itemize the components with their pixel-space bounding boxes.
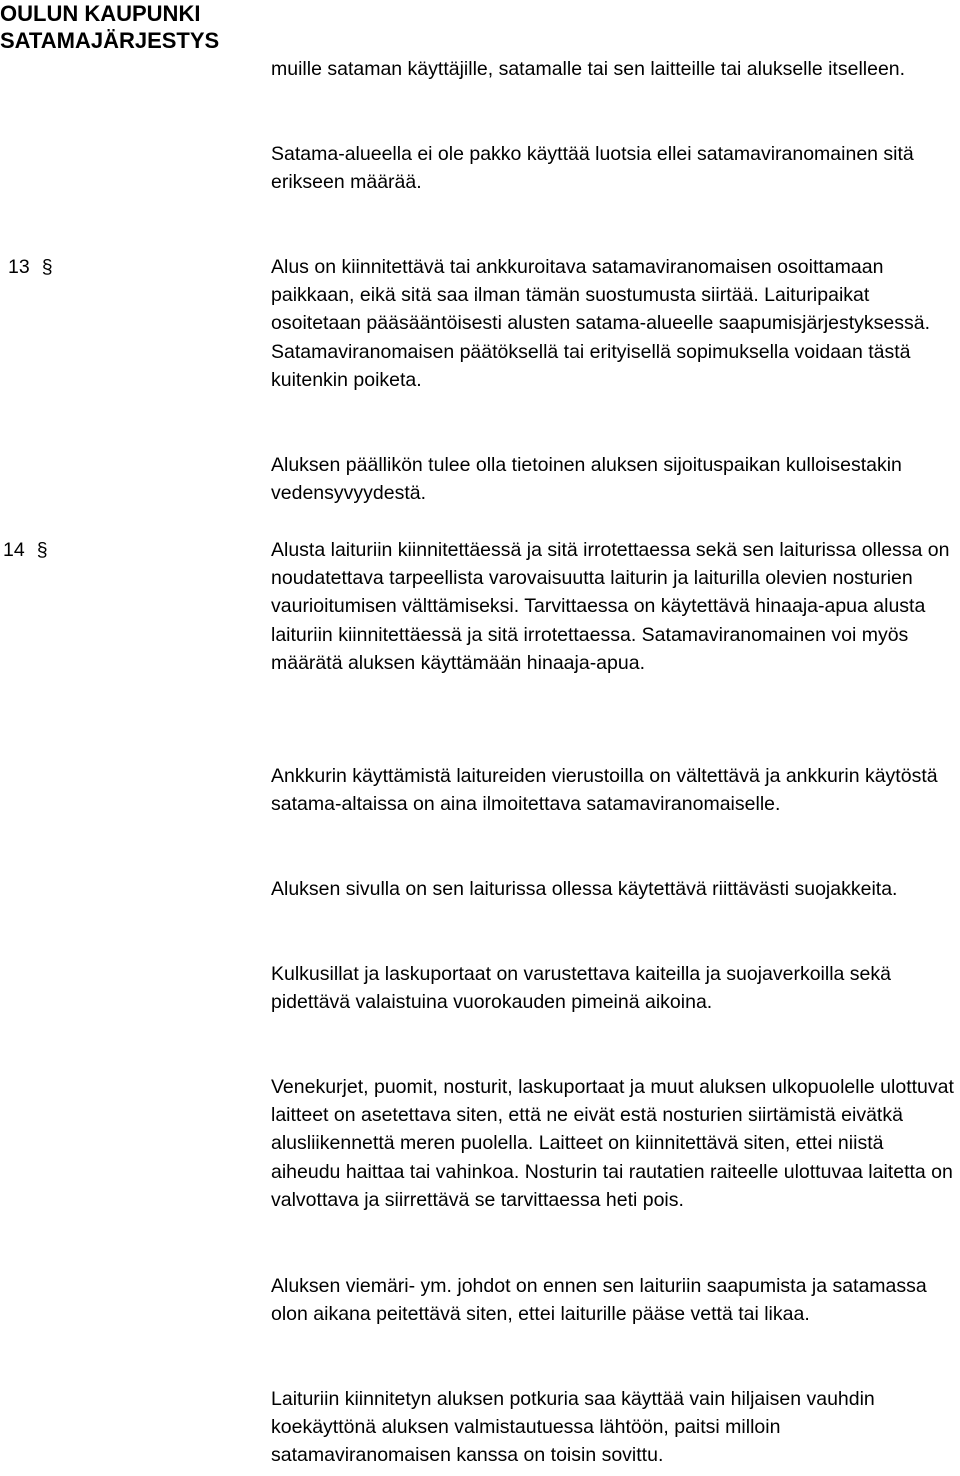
paragraph-depth: Aluksen päällikön tulee olla tietoinen aluksen sijoituspaikan kulloisestakin vedensyvyydestä.	[271, 454, 902, 505]
paragraph-berthing: Alusta laituriin kiinnitettäessä ja sitä irrotettaessa sekä sen laiturissa ollessa on noudatettava tarpeellista varovaisuutta laiturin ja laiturilla olevien nosturien vaurioitumisen välttämiseksi. Tarvittaessa on käytettävä hinaaja-apua alusta laituriin kiinnitettäessä ja sitä irrotettaessa. Satamaviranomainen voi myös määrätä aluksen käyttämään hinaaja-apua.	[271, 539, 950, 674]
paragraph-pilot: Satama-alueella ei ole pakko käyttää luotsia ellei satamaviranomainen sitä erikseen määrää.	[271, 143, 914, 194]
document-header	[0, 0, 219, 54]
section-14-sign: §	[36, 539, 48, 561]
header-document-title: SATAMAJÄRJESTYS	[0, 28, 220, 53]
section-13-heading	[0, 253, 53, 281]
paragraph-gangways: Kulkusillat ja laskuportaat on varustettava kaiteilla ja suojaverkoilla sekä pidettävä valaistuina vuorokauden pimeinä aikoina.	[271, 963, 891, 1014]
section-13-sign: §	[41, 256, 53, 278]
paragraph-fenders: Aluksen sivulla on sen laiturissa ollessa käytettävä riittävästi suojakkeita.	[271, 878, 898, 900]
paragraph-anchor: Ankkurin käyttämistä laitureiden vierustoilla on vältettävä ja ankkurin käytöstä satama-altaissa on aina ilmoitettava satamaviranomaiselle.	[271, 765, 938, 816]
section-14-heading	[0, 536, 48, 564]
paragraph-drains: Aluksen viemäri- ym. johdot on ennen sen laituriin saapumista ja satamassa olon aikana peitettävä siten, ettei laiturille pääse vettä tai likaa.	[271, 1275, 927, 1326]
paragraph-mooring: Alus on kiinnitettävä tai ankkuroitava satamaviranomaisen osoittamaan paikkaan, eikä sitä saa ilman tämän suostumusta siirtää. Laituripaikat osoitetaan pääsääntöisesti alusten satama-alueelle saapumisjärjestyksessä. Satamaviranomaisen päätöksellä tai erityisellä sopimuksella voidaan tästä kuitenkin poiketa.	[271, 256, 931, 391]
paragraph-equipment: Venekurjet, puomit, nosturit, laskuportaat ja muut aluksen ulkopuolelle ulottuvat laitteet on asetettava siten, että ne eivät estä nosturien siirtämistä eivätkä alusliikennettä meren puolella. Laitteet on kiinnitettävä siten, ettei niistä aiheudu haittaa tai vahinkoa. Nosturin tai rautatien raiteelle ulottuvaa laitetta on valvottava ja siirrettävä se tarvittaessa heti pois.	[271, 1076, 954, 1211]
paragraph-continuation: muille sataman käyttäjille, satamalle tai sen laitteille tai alukselle itselleen.	[271, 58, 906, 80]
header-organization: OULUN KAUPUNKI	[0, 1, 201, 26]
section-14-number: 14	[3, 539, 25, 561]
paragraph-propeller: Laituriin kiinnitetyn aluksen potkuria saa käyttää vain hiljaisen vauhdin koekäyttönä aluksen valmistautuessa lähtöön, paitsi milloin satamaviranomaisen kanssa on toisin sovittu.	[271, 1388, 875, 1467]
section-13-number: 13	[8, 256, 30, 278]
